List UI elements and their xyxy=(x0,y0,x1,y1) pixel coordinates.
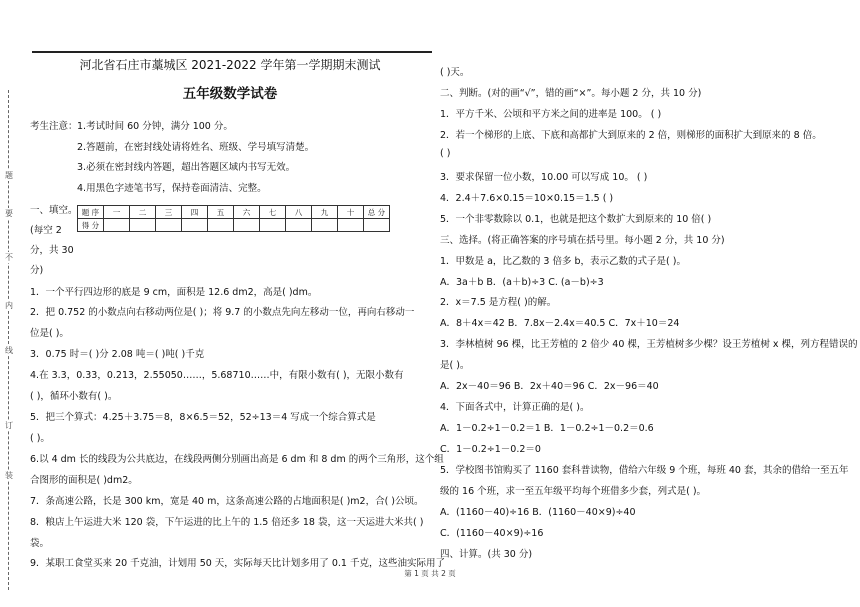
question-line: 是( )。 xyxy=(440,360,470,371)
question-line: 5．一个非零数除以 0.1，也就是把这个数扩大到原来的 10 倍( ) xyxy=(440,214,712,225)
score-header: 七 xyxy=(260,206,286,219)
question-line: 4．下面各式中，计算正确的是( )。 xyxy=(440,402,590,413)
question-line: 3．要求保留一位小数，10.00 可以写成 10。 ( ) xyxy=(440,172,648,183)
score-header: 八 xyxy=(286,206,312,219)
section-title: 分) xyxy=(30,265,44,276)
score-cell[interactable] xyxy=(208,219,234,232)
choice-line: A．(1160－40)÷16 B．(1160－40×9)÷40 xyxy=(440,507,636,518)
question-line: 8．粮店上午运进大米 120 袋，下午运进的比上午的 1.5 倍还多 18 袋，这一天运进大米共( ) xyxy=(30,517,424,528)
exam-title: 河北省石庄市藁城区 2021-2022 学年第一学期期末测试 xyxy=(79,58,381,72)
seal-mark: 不 xyxy=(5,253,13,262)
question-line: 1．一个平行四边形的底是 9 cm，面积是 12.6 dm2，高是( )dm。 xyxy=(30,287,318,298)
score-cell[interactable] xyxy=(260,219,286,232)
section-title: 二、判断。(对的画“√”，错的画“×”。每小题 2 分，共 10 分) xyxy=(440,88,702,99)
score-header: 二 xyxy=(130,206,156,219)
seal-mark: 内 xyxy=(5,301,13,310)
question-line: 2．x＝7.5 是方程( )的解。 xyxy=(440,297,557,308)
score-table xyxy=(77,205,390,232)
question-line: 4．2.4＋7.6×0.15＝10×0.15＝1.5 ( ) xyxy=(440,193,614,204)
choice-line: C．1－0.2÷1－0.2＝0 xyxy=(440,444,541,455)
choice-line: A．2x－40＝96 B．2x＋40＝96 C．2x－96＝40 xyxy=(440,381,659,392)
question-line: 1．平方千米、公顷和平方米之间的进率是 100。 ( ) xyxy=(440,109,662,120)
section-title: 三、选择。(将正确答案的序号填在括号里。每小题 2 分，共 10 分) xyxy=(440,235,725,246)
note-item: 2.答题前，在密封线处请将姓名、班级、学号填写清楚。 xyxy=(77,142,315,153)
score-header: 总 分 xyxy=(364,206,390,219)
score-header: 十 xyxy=(338,206,364,219)
score-cell[interactable] xyxy=(312,219,338,232)
seal-line xyxy=(8,90,9,590)
question-line: 1．甲数是 a，比乙数的 3 倍多 b，表示乙数的式子是( )。 xyxy=(440,256,686,267)
question-line: 5．把三个算式：4.25＋3.75＝8，8×6.5＝52，52÷13＝4 写成一个综合算式是 xyxy=(30,412,376,423)
seal-mark: 订 xyxy=(5,421,13,430)
seal-mark: 题 xyxy=(5,171,13,180)
question-line: 3．0.75 时＝( )分 2.08 吨＝( )吨( )千克 xyxy=(30,349,205,360)
question-line: 7．条高速公路，长是 300 km，宽是 40 m，这条高速公路的占地面积是( )m2，合( )公顷。 xyxy=(30,496,424,507)
header-rule xyxy=(32,51,432,53)
question-line: ( )。 xyxy=(30,433,50,444)
page-footer: 第 1 页 共 2 页 xyxy=(404,569,456,578)
score-cell[interactable] xyxy=(286,219,312,232)
score-cell[interactable] xyxy=(104,219,130,232)
seal-mark: 装 xyxy=(5,471,13,480)
score-header: 题 序 xyxy=(78,206,104,219)
seal-mark: 要 xyxy=(5,209,13,218)
score-cell[interactable] xyxy=(130,219,156,232)
score-cell[interactable] xyxy=(182,219,208,232)
question-line: ( )，循环小数有( )。 xyxy=(30,391,118,402)
binding-strip xyxy=(0,0,22,607)
score-header: 六 xyxy=(234,206,260,219)
seal-mark: 线 xyxy=(5,346,13,355)
question-line: 位是( )。 xyxy=(30,328,69,339)
section-title: (每空 2 xyxy=(30,225,62,236)
section-title: 四、计算。(共 30 分) xyxy=(440,549,533,560)
score-header: 五 xyxy=(208,206,234,219)
score-header: 九 xyxy=(312,206,338,219)
question-line: 9．某职工食堂买来 20 千克油，计划用 50 天，实际每天比计划多用了 0.1 千克，这些油实际用了 xyxy=(30,558,445,569)
section-title: 分，共 30 xyxy=(30,245,74,256)
choice-line: A．3a＋b B．(a＋b)÷3 C. (a－b)÷3 xyxy=(440,277,604,288)
question-line: 2．把 0.752 的小数点向右移动两位是( )；将 9.7 的小数点先向左移动一位，再向右移动一 xyxy=(30,307,415,318)
question-line: 合图形的面积是( )dm2。 xyxy=(30,475,138,486)
question-line: 6.以 4 dm 长的线段为公共底边，在线段两侧分别画出高是 6 dm 和 8 dm 的两个三角形，这个组 xyxy=(30,454,444,465)
score-header: 一 xyxy=(104,206,130,219)
exam-subtitle: 五年级数学试卷 xyxy=(182,86,278,102)
question-line: 2．若一个梯形的上底、下底和高都扩大到原来的 2 倍，则梯形的面积扩大到原来的 8 倍。 xyxy=(440,130,822,141)
choice-line: C．(1160－40×9)÷16 xyxy=(440,528,544,539)
score-cell[interactable] xyxy=(156,219,182,232)
choice-line: A．1－0.2÷1－0.2＝1 B．1－0.2÷1－0.2＝0.6 xyxy=(440,423,654,434)
score-cell[interactable] xyxy=(234,219,260,232)
score-header: 四 xyxy=(182,206,208,219)
note-item: 3.必须在密封线内答题，超出答题区域内书写无效。 xyxy=(77,162,296,173)
score-header: 三 xyxy=(156,206,182,219)
score-cell[interactable] xyxy=(338,219,364,232)
question-line: 3．李林植树 96 棵，比王芳植的 2 倍少 40 棵，王芳植树多少棵？设王芳植树 x 棵，列方程错误的 xyxy=(440,339,858,350)
question-line: 级的 16 个班，求一至五年级平均每个班借多少套，列式是( )。 xyxy=(440,486,707,497)
score-row-label: 得 分 xyxy=(78,219,104,232)
choice-line: A．8＋4x＝42 B．7.8x－2.4x＝40.5 C．7x＋10＝24 xyxy=(440,318,680,329)
note-item: 1.考试时间 60 分钟，满分 100 分。 xyxy=(77,121,233,132)
question-line: 5．学校图书馆购买了 1160 套科普读物，借给六年级 9 个班，每班 40 套，其余的借给一至五年 xyxy=(440,465,849,476)
section-title: 一、填空。 xyxy=(30,205,78,216)
note-item: 4.用黑色字迹笔书写，保持卷面清洁、完整。 xyxy=(77,183,267,194)
question-line: ( ) xyxy=(440,148,451,159)
notes-label: 考生注意： xyxy=(30,121,78,132)
question-line: ( )天。 xyxy=(440,67,470,78)
question-line: 4.在 3.3，0.33，0.213，2.55050……，5.68710……中，有限小数有( )，无限小数有 xyxy=(30,370,404,381)
score-cell[interactable] xyxy=(364,219,390,232)
question-line: 袋。 xyxy=(30,538,50,549)
